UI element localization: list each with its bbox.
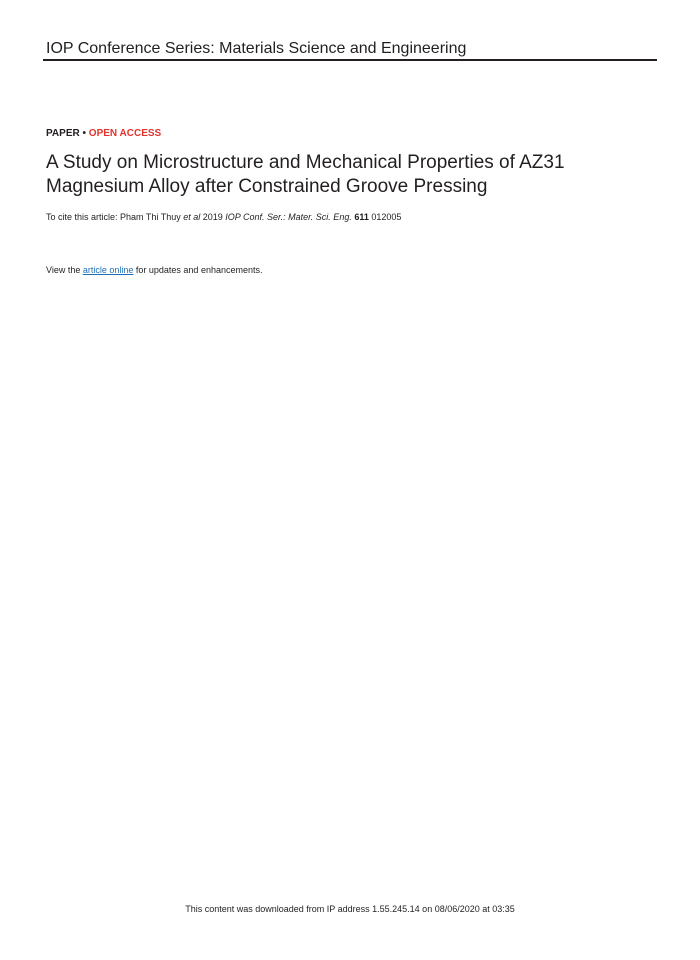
citation-year: 2019	[200, 212, 226, 222]
citation-line	[46, 211, 401, 223]
header-divider	[43, 59, 657, 61]
citation-et-al: et al	[183, 212, 201, 222]
open-access-badge: OPEN ACCESS	[88, 128, 162, 139]
paper-label: PAPER	[46, 128, 80, 139]
paper-title	[46, 151, 666, 199]
paper-title-line-2: Magnesium Alloy after Constrained Groove Pressing	[46, 176, 488, 197]
citation-article-number: 012005	[371, 212, 402, 222]
view-online-suffix: for updates and enhancements.	[133, 265, 263, 275]
citation-prefix: To cite this article: Pham Thi Thuy	[46, 212, 184, 222]
view-online-prefix: View the	[46, 265, 83, 275]
paper-type-line	[46, 127, 161, 140]
citation-volume: 611	[354, 212, 369, 222]
download-footer-note: This content was downloaded from IP address 1.55.245.14 on 08/06/2020 at 03:35	[185, 904, 515, 914]
article-online-link[interactable]: article online	[82, 265, 134, 275]
journal-name-header: IOP Conference Series: Materials Science and Engineering	[46, 40, 467, 57]
bullet-separator: •	[82, 128, 87, 139]
citation-journal: IOP Conf. Ser.: Mater. Sci. Eng.	[225, 212, 352, 222]
view-online-line	[46, 264, 262, 276]
paper-title-line-1: A Study on Microstructure and Mechanical Properties of AZ31	[46, 152, 565, 173]
